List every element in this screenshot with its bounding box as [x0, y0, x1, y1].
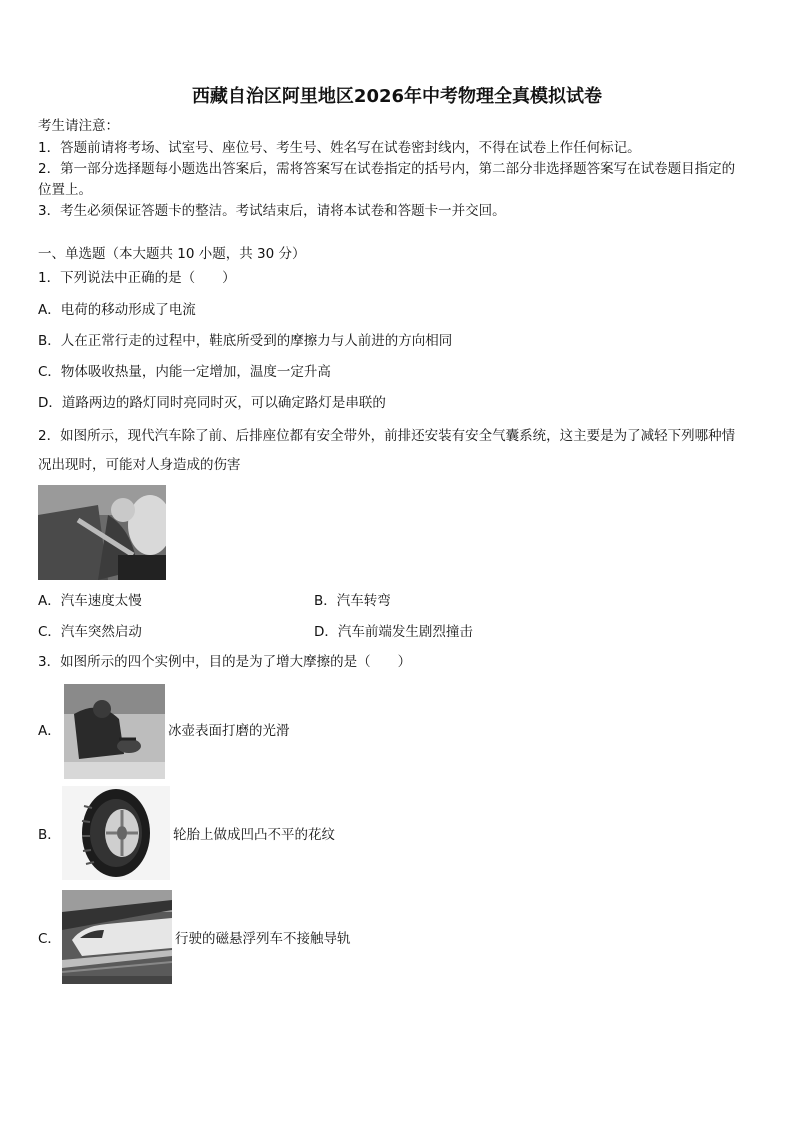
q2-stem-line2: 况出现时，可能对人身造成的伤害 [38, 457, 241, 473]
notice-item-1: 1．答题前请将考场、试室号、座位号、考生号、姓名写在试卷密封线内，不得在试卷上作任何标记。 [38, 140, 641, 156]
q1-stem: 1．下列说法中正确的是（ ） [38, 270, 236, 286]
curling-photo [64, 684, 165, 779]
airbag-photo [38, 485, 166, 580]
q3-option-a-letter: A． [38, 723, 61, 739]
q3-option-a-text: 冰壶表面打磨的光滑 [168, 723, 290, 739]
tire-photo [62, 786, 170, 880]
notice-heading: 考生请注意： [38, 118, 119, 134]
q2-option-d: D．汽车前端发生剧烈撞击 [314, 624, 473, 640]
section-heading: 一、单选题（本大题共 10 小题，共 30 分） [38, 246, 306, 262]
q1-option-b: B．人在正常行走的过程中，鞋底所受到的摩擦力与人前进的方向相同 [38, 333, 453, 349]
q3-stem: 3．如图所示的四个实例中，目的是为了增大摩擦的是（ ） [38, 654, 412, 670]
q1-option-a: A．电荷的移动形成了电流 [38, 302, 196, 318]
q3-option-c-letter: C． [38, 931, 61, 947]
page-title: 西藏自治区阿里地区2026年中考物理全真模拟试卷 [191, 86, 603, 107]
q2-option-c: C．汽车突然启动 [38, 624, 142, 640]
notice-item-3: 3．考生必须保证答题卡的整洁。考试结束后，请将本试卷和答题卡一并交回。 [38, 203, 506, 219]
q1-option-d: D．道路两边的路灯同时亮同时灭，可以确定路灯是串联的 [38, 395, 386, 411]
notice-item-2: 2．第一部分选择题每小题选出答案后，需将答案写在试卷指定的括号内，第二部分非选择题答案写在试卷题目指定的 [38, 161, 736, 177]
q3-option-b-text: 轮胎上做成凹凸不平的花纹 [173, 827, 335, 843]
q3-option-c-text: 行驶的磁悬浮列车不接触导轨 [175, 931, 351, 947]
q3-option-b-letter: B． [38, 827, 61, 843]
q2-option-b: B．汽车转弯 [314, 593, 391, 609]
q2-stem-line1: 2．如图所示，现代汽车除了前、后排座位都有安全带外，前排还安装有安全气囊系统，这主要是为了减轻下列哪种情 [38, 428, 736, 444]
notice-item-2-cont: 位置上。 [38, 182, 92, 198]
q2-option-a: A．汽车速度太慢 [38, 593, 142, 609]
q1-option-c: C．物体吸收热量，内能一定增加，温度一定升高 [38, 364, 331, 380]
maglev-train-photo [62, 890, 172, 984]
